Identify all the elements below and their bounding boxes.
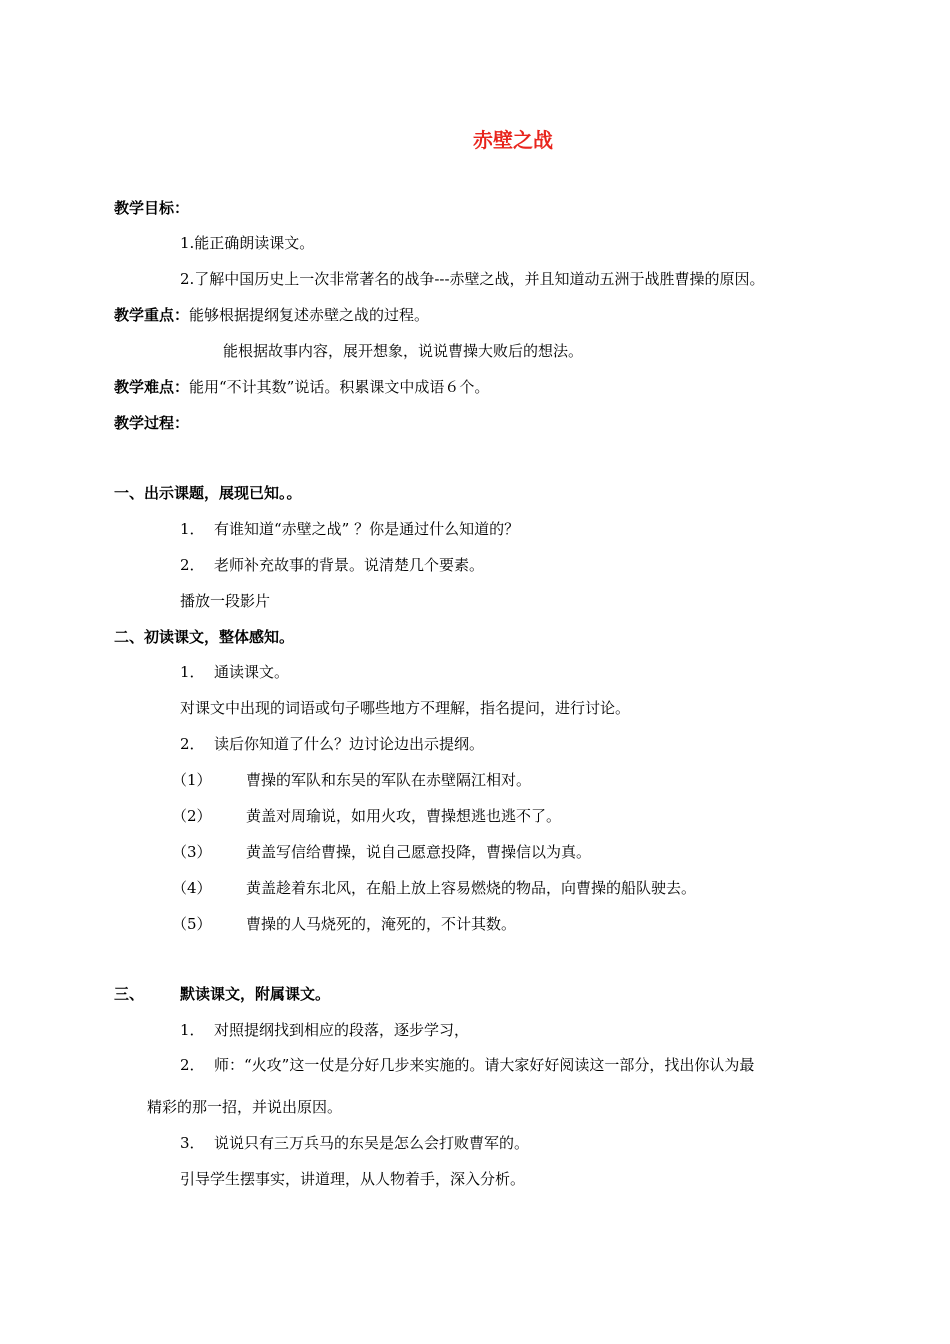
key-point-item: 能够根据提纲复述赤壁之战的过程。 — [189, 306, 430, 324]
list-item-text: 说说只有三万兵马的东吴是怎么会打败曹军的。 — [214, 1134, 530, 1152]
section3-number: 三、 — [114, 985, 145, 1003]
outline-text: 黄盖写信给曹操，说自己愿意投降，曹操信以为真。 — [246, 843, 592, 861]
list-item-text: 师：“火攻”这一仗是分好几步来实施的。请大家好好阅读这一部分，找出你认为最 — [214, 1056, 755, 1074]
list-item-number: 2． — [180, 1056, 205, 1074]
list-item-text: 对照提纲找到相应的段落，逐步学习， — [214, 1021, 470, 1039]
list-item — [180, 1133, 529, 1153]
list-item-text: 读后你知道了什么？边讨论边出示提纲。 — [214, 735, 485, 753]
outline-item — [172, 914, 516, 934]
outline-item — [172, 878, 696, 898]
list-item-number: 1． — [180, 1021, 205, 1039]
section3-heading: 默读课文，附属课文。 — [180, 985, 331, 1003]
list-item-number: 3． — [180, 1134, 205, 1152]
outline-text: 黄盖趁着东北风，在船上放上容易燃烧的物品，向曹操的船队驶去。 — [246, 879, 697, 897]
outline-item — [172, 770, 531, 790]
list-item-number: 1． — [180, 520, 205, 538]
key-points-label: 教学重点： — [114, 306, 190, 324]
list-item-text: 有谁知道“赤壁之战” ？你是通过什么知道的？ — [214, 520, 520, 538]
objective-item: 2.了解中国历史上一次非常著名的战争---赤壁之战，并且知道动五洲于战胜曹操的原因。 — [180, 270, 765, 288]
outline-item — [172, 842, 591, 862]
list-item — [180, 1020, 469, 1040]
section1-heading: 一、出示课题，展现已知。。 — [114, 484, 302, 502]
list-item-number: 2． — [180, 735, 205, 753]
section3-note: 引导学生摆事实，讲道理，从人物着手，深入分析。 — [180, 1170, 526, 1188]
difficulties-row — [114, 377, 489, 397]
list-item — [180, 519, 519, 539]
outline-number: （3） — [172, 843, 212, 861]
objective-item: 1.能正确朗读课文。 — [180, 234, 315, 252]
outline-text: 黄盖对周瑜说，如用火攻，曹操想逃也逃不了。 — [246, 807, 562, 825]
outline-item — [172, 806, 561, 826]
list-item — [180, 734, 484, 754]
list-item-text: 老师补充故事的背景。说清楚几个要素。 — [214, 556, 485, 574]
objectives-label: 教学目标： — [114, 199, 190, 217]
document-title: 赤壁之战 — [473, 128, 553, 152]
list-item — [180, 1055, 754, 1075]
list-item-continuation: 精彩的那一招，并说出原因。 — [147, 1098, 343, 1116]
section3-heading-row — [114, 984, 330, 1004]
list-item — [180, 662, 289, 682]
section2-heading: 二、初读课文，整体感知。 — [114, 628, 295, 646]
section2-note: 对课文中出现的词语或句子哪些地方不理解，指名提问，进行讨论。 — [180, 699, 631, 717]
list-item-text: 通读课文。 — [214, 663, 290, 681]
key-points-row — [114, 305, 429, 325]
list-item-number: 2． — [180, 556, 205, 574]
list-item-number: 1． — [180, 663, 205, 681]
outline-number: （5） — [172, 915, 212, 933]
outline-number: （2） — [172, 807, 212, 825]
key-point-item: 能根据故事内容，展开想象，说说曹操大败后的想法。 — [223, 342, 584, 360]
difficulties-label: 教学难点： — [114, 378, 190, 396]
outline-text: 曹操的军队和东吴的军队在赤壁隔江相对。 — [246, 771, 532, 789]
outline-text: 曹操的人马烧死的，淹死的，不计其数。 — [246, 915, 517, 933]
difficulties-text: 能用“不计其数”说话。积累课文中成语６个。 — [189, 378, 490, 396]
section1-note: 播放一段影片 — [180, 592, 271, 610]
outline-number: （1） — [172, 771, 212, 789]
list-item — [180, 555, 484, 575]
process-label: 教学过程： — [114, 414, 190, 432]
outline-number: （4） — [172, 879, 212, 897]
